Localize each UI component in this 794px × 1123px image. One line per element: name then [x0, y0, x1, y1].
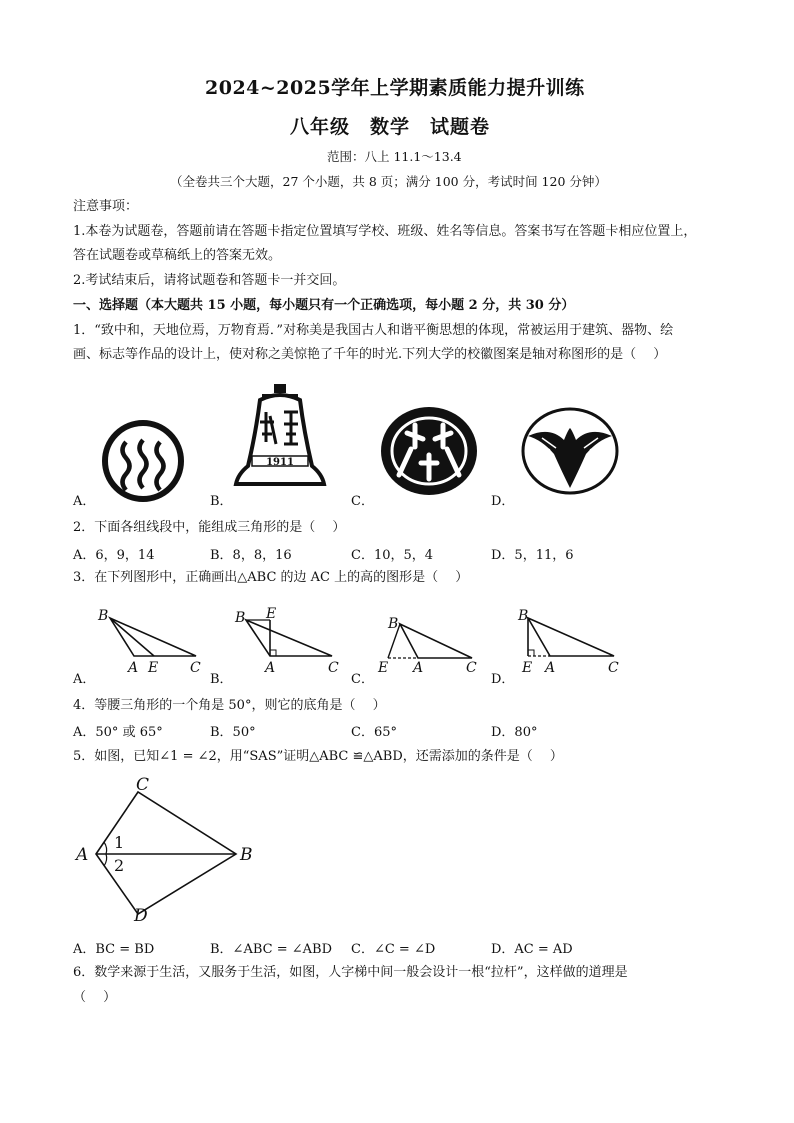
q1-emblem-c [377, 403, 481, 499]
svg-text:C: C [328, 660, 339, 676]
q4-option-c[interactable]: C．65° [351, 725, 397, 740]
exam-info: （全卷共三个大题，27 个小题，共 8 页；满分 100 分，考试时间 120 分钟） [170, 174, 607, 189]
q1-option-a[interactable]: A． [73, 494, 96, 509]
q5-stem: 5．如图，已知∠1 = ∠2，用“SAS”证明△ABC ≌△ABD，还需添加的条件是（ ） [73, 749, 563, 764]
q2-option-a[interactable]: A．6，9，14 [73, 548, 155, 563]
q5-figure-kite [74, 776, 270, 924]
q1-emblem-a [100, 418, 186, 504]
notes-item-1-line-2: 答在试题卷或草稿纸上的答案无效。 [73, 248, 282, 263]
svg-text:C: C [190, 660, 201, 676]
q1-line-2: 画、标志等作品的设计上，使对称之美惊艳了千年的时光.下列大学的校徽图案是轴对称图形的是（ ） [73, 347, 667, 362]
q6-line-1: 6．数学来源于生活，又服务于生活，如图，人字梯中间一般会设计一根“拉杆”，这样做的道理是 [73, 965, 628, 980]
q4-option-b[interactable]: B．50° [210, 725, 256, 740]
q3-option-b[interactable]: B． [210, 672, 233, 687]
exam-subtitle: 八年级 数学 试题卷 [290, 116, 491, 138]
q1-option-c[interactable]: C． [351, 494, 374, 509]
svg-text:C: C [608, 660, 619, 676]
q3-figure-d [514, 606, 626, 676]
q3-figure-a [92, 604, 204, 676]
q5-option-a[interactable]: A．BC = BD [73, 942, 155, 957]
section-1-heading: 一、选择题（本大题共 15 小题，每小题只有一个正确选项，每小题 2 分，共 30 分） [73, 298, 575, 313]
q2-option-b[interactable]: B．8，8，16 [210, 548, 292, 563]
svg-text:C: C [136, 776, 150, 795]
q1-line-1: 1．“致中和，天地位焉，万物育焉．”对称美是我国古人和谐平衡思想的体现，常被运用于建筑、器物、绘 [73, 323, 674, 338]
svg-text:D: D [134, 906, 148, 924]
q3-option-d[interactable]: D． [491, 672, 515, 687]
q1-emblem-b-bell [232, 382, 328, 492]
svg-text:E: E [378, 660, 389, 676]
svg-text:A: A [128, 660, 139, 676]
exam-range: 范围：八上 11.1～13.4 [327, 149, 462, 164]
svg-text:C: C [466, 660, 477, 676]
svg-text:1: 1 [114, 833, 125, 852]
q3-option-a[interactable]: A． [73, 672, 96, 687]
svg-text:E: E [522, 660, 533, 676]
exam-title: 2024~2025学年上学期素质能力提升训练 [205, 77, 585, 99]
q5-option-b[interactable]: B．∠ABC = ∠ABD [210, 942, 332, 957]
svg-text:B: B [518, 608, 529, 624]
q3-option-c[interactable]: C． [351, 672, 374, 687]
svg-text:E: E [266, 606, 277, 622]
q6-line-2: （ ） [73, 990, 117, 1005]
q3-figure-c [372, 610, 484, 676]
svg-text:2: 2 [114, 856, 125, 875]
q2-option-c[interactable]: C．10，5，4 [351, 548, 434, 563]
q4-option-a[interactable]: A．50° 或 65° [73, 725, 163, 740]
q5-option-c[interactable]: C．∠C = ∠D [351, 942, 436, 957]
svg-text:A: A [545, 660, 556, 676]
q1-option-d[interactable]: D． [491, 494, 515, 509]
q2-stem: 2．下面各组线段中，能组成三角形的是（ ） [73, 520, 346, 535]
svg-text:A: A [76, 845, 89, 865]
q4-option-d[interactable]: D．80° [491, 725, 538, 740]
q4-stem: 4．等腰三角形的一个角是 50°，则它的底角是（ ） [73, 698, 386, 713]
svg-text:E: E [148, 660, 159, 676]
q3-figure-b [232, 604, 344, 676]
q2-option-d[interactable]: D．5，11，6 [491, 548, 574, 563]
q5-option-d[interactable]: D．AC = AD [491, 942, 573, 957]
q3-stem: 3．在下列图形中，正确画出△ABC 的边 AC 上的高的图形是（ ） [73, 570, 469, 585]
svg-text:B: B [240, 845, 253, 865]
q1-option-b[interactable]: B． [210, 494, 233, 509]
notes-heading: 注意事项： [73, 199, 139, 214]
svg-text:B: B [235, 610, 246, 626]
svg-text:B: B [388, 616, 399, 632]
notes-item-2: 2.考试结束后，请将试题卷和答题卡一并交回。 [73, 273, 346, 288]
q1-emblem-d [520, 406, 620, 496]
notes-item-1-line-1: 1.本卷为试题卷，答题前请在答题卡指定位置填写学校、班级、姓名等信息。答案书写在答题卡相应位置上， [73, 224, 697, 239]
bell-year: 1911 [266, 457, 294, 468]
svg-text:A: A [413, 660, 424, 676]
svg-text:B: B [98, 608, 109, 624]
svg-text:A: A [265, 660, 276, 676]
